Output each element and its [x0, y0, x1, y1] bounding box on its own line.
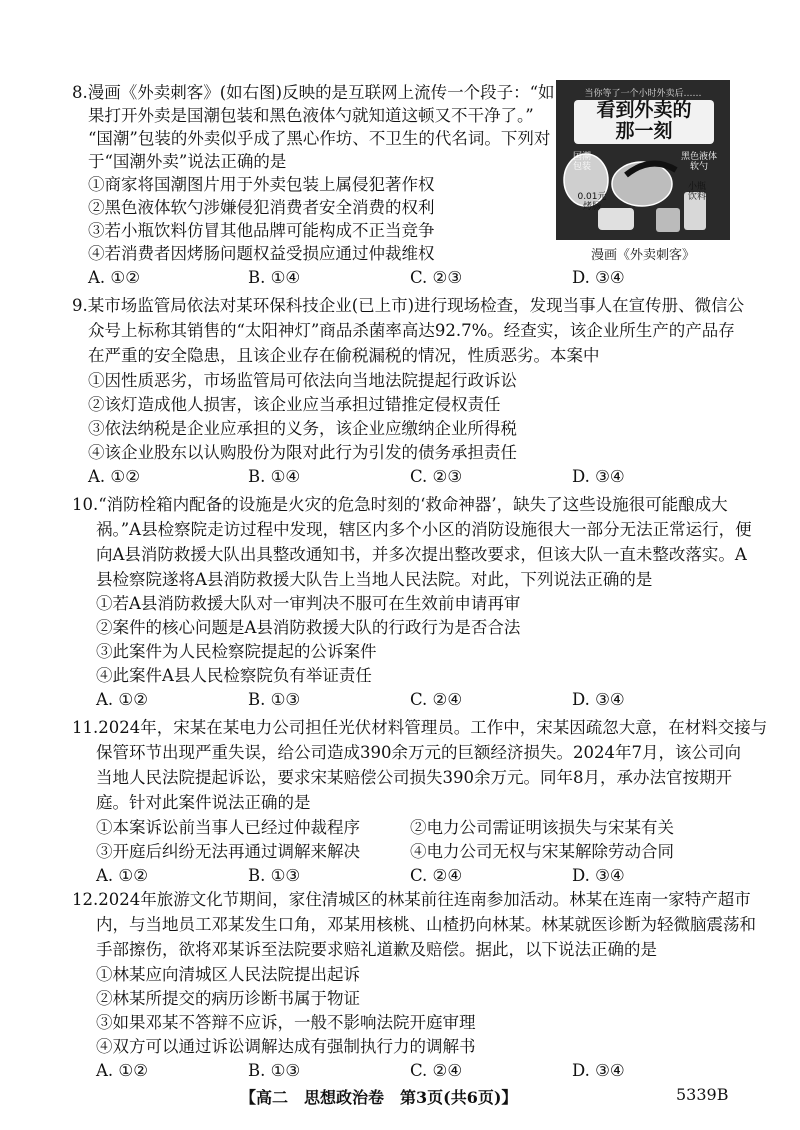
- q9-option-a: A. ①②: [88, 467, 140, 486]
- q12-choice-4: ④双方可以通过诉讼调解达成有强制执行力的调解书: [96, 1037, 476, 1056]
- q12-stem-line: 手部擦伤，欲将邓某诉至法院要求赔礼道歉及赔偿。据此，以下说法正确的是: [96, 940, 657, 959]
- q11-option-a: A. ①②: [96, 866, 148, 885]
- comic-label-guochao: 国潮 包装: [572, 152, 591, 172]
- q10-option-a: A. ①②: [96, 690, 148, 709]
- comic-illustration: [556, 80, 730, 240]
- q9-choice-1: ①因性质恶劣，市场监管局可依法向当地法院提起行政诉讼: [88, 371, 517, 390]
- q9-stem-line: 在严重的安全隐患，且该企业存在偷税漏税的情况，性质恶劣。本案中: [88, 346, 600, 365]
- q10-stem-line: 向A县消防救援大队出具整改通知书，并多次提出整改要求，但该大队一直未整改落实。A: [96, 545, 747, 564]
- q10-option-d: D. ③④: [572, 690, 625, 709]
- q9-choice-2: ②该灯造成他人损害，该企业应当承担过错推定侵权责任: [88, 395, 501, 414]
- q11-choice-4: ④电力公司无权与宋某解除劳动合同: [410, 842, 674, 861]
- q9-option-b: B. ①④: [248, 467, 301, 486]
- q11-choice-2: ②电力公司需证明该损失与宋某有关: [410, 818, 674, 837]
- q10-choice-3: ③此案件为人民检察院提起的公诉案件: [96, 642, 377, 661]
- q9-choice-4: ④该企业股东以认购股份为限对此行为引发的债务承担责任: [88, 443, 517, 462]
- q8-choice-3: ③若小瓶饮料仿冒其他品牌可能构成不正当竞争: [88, 221, 435, 240]
- q11-stem-line: 保管环节出现严重失误，给公司造成390余万元的巨额经济损失。2024年7月，该公司向: [96, 743, 741, 762]
- q9-stem-line: 9.某市场监管局依法对某环保科技企业(已上市)进行现场检查，发现当事人在宣传册、微信公: [72, 296, 745, 315]
- q11-choice-1: ①本案诉讼前当事人已经过仲裁程序: [96, 818, 360, 837]
- comic-top-text: 当你等了一个小时外卖后……: [584, 89, 702, 99]
- q11-choice-3: ③开庭后纠纷无法再通过调解来解决: [96, 842, 360, 861]
- q9-stem-line: 众号上标称其销售的“太阳神灯”商品杀菌率高达92.7%。经查实，该企业所生产的产品存: [88, 321, 735, 340]
- q11-stem-line: 庭。针对此案件说法正确的是: [96, 793, 311, 812]
- q8-option-a: A. ①②: [88, 268, 140, 287]
- q8-choice-4: ④若消费者因烤肠问题权益受损应通过仲裁维权: [88, 244, 435, 263]
- q8-option-d: D. ③④: [572, 268, 625, 287]
- q12-stem-line: 内，与当地员工邓某发生口角，邓某用核桃、山楂扔向林某。林某就医诊断为轻微脑震荡和: [96, 915, 756, 934]
- comic-label-liquid: 黑色液体 软勺: [680, 152, 717, 172]
- q8-stem-line: 于“国潮外卖”说法正确的是: [88, 152, 287, 171]
- q8-stem-line: 8.漫画《外卖刺客》(如右图)反映的是互联网上流传一个段子：“如: [72, 83, 555, 102]
- exam-code: 5339B: [676, 1085, 729, 1104]
- q10-stem-line: 10.“消防栓箱内配备的设施是火灾的危急时刻的‘救命神器’，缺失了这些设施很可能酿成大: [72, 495, 728, 514]
- comic-title-line-1: 看到外卖的: [596, 99, 692, 121]
- q12-choice-3: ③如果邓某不答辩不应诉，一般不影响法院开庭审理: [96, 1013, 476, 1032]
- q11-stem-line: 当地人民法院提起诉讼，要求宋某赔偿公司损失390余万元。同年8月，承办法官按期开: [96, 768, 732, 787]
- q8-option-b: B. ①④: [248, 268, 301, 287]
- comic-label-drink: 小瓶 饮料: [687, 182, 706, 202]
- q11-stem-line: 11.2024年，宋某在某电力公司担任光伏材料管理员。工作中，宋某因疏忽大意，在材料交接与: [72, 718, 768, 737]
- q12-option-c: C. ②④: [410, 1061, 463, 1080]
- comic-label-price: 0.01元 烤肠: [577, 192, 607, 212]
- q9-choice-3: ③依法纳税是企业应承担的义务，该企业应缴纳企业所得税: [88, 419, 517, 438]
- q8-stem-line: 果打开外卖是国潮包装和黑色液体勺就知道这顿又不干净了。”: [88, 106, 534, 125]
- page-footer: 【高二 思想政治卷 第3页(共6页)】: [240, 1088, 518, 1107]
- q12-option-d: D. ③④: [572, 1061, 625, 1080]
- q8-choice-1: ①商家将国潮图片用于外卖包装上属侵犯著作权: [88, 175, 435, 194]
- q10-stem-line: 祸。”A县检察院走访过程中发现，辖区内多个小区的消防设施很大一部分无法正常运行，便: [96, 520, 752, 539]
- q8-option-c: C. ②③: [410, 268, 463, 287]
- q8-stem-line: “国潮”包装的外卖似乎成了黑心作坊、不卫生的代名词。下列对: [88, 129, 551, 148]
- q12-option-b: B. ①③: [248, 1061, 301, 1080]
- q9-option-d: D. ③④: [572, 467, 625, 486]
- q10-choice-2: ②案件的核心问题是A县消防救援大队的行政行为是否合法: [96, 618, 521, 637]
- q12-choice-2: ②林某所提交的病历诊断书属于物证: [96, 989, 360, 1008]
- q11-option-d: D. ③④: [572, 866, 625, 885]
- q12-option-a: A. ①②: [96, 1061, 148, 1080]
- q10-choice-4: ④此案件A县人民检察院负有举证责任: [96, 666, 372, 685]
- comic-title-line-2: 那一刻: [615, 120, 673, 142]
- q9-option-c: C. ②③: [410, 467, 463, 486]
- q12-choice-1: ①林某应向清城区人民法院提出起诉: [96, 965, 360, 984]
- q10-option-b: B. ①③: [248, 690, 301, 709]
- q11-option-c: C. ②④: [410, 866, 463, 885]
- q11-option-b: B. ①③: [248, 866, 301, 885]
- q10-option-c: C. ②④: [410, 690, 463, 709]
- q10-stem-line: 县检察院遂将A县消防救援大队告上当地人民法院。对此，下列说法正确的是: [96, 570, 653, 589]
- q8-choice-2: ②黑色液体软勺涉嫌侵犯消费者安全消费的权利: [88, 198, 435, 217]
- cup-shape: [656, 208, 680, 232]
- q12-stem-line: 12.2024年旅游文化节期间，家住清城区的林某前往连南参加活动。林某在连南一家特产超市: [72, 890, 751, 909]
- comic-caption: 漫画《外卖刺客》: [590, 248, 695, 263]
- q10-choice-1: ①若A县消防救援大队对一审判决不服可在生效前申请再审: [96, 594, 521, 613]
